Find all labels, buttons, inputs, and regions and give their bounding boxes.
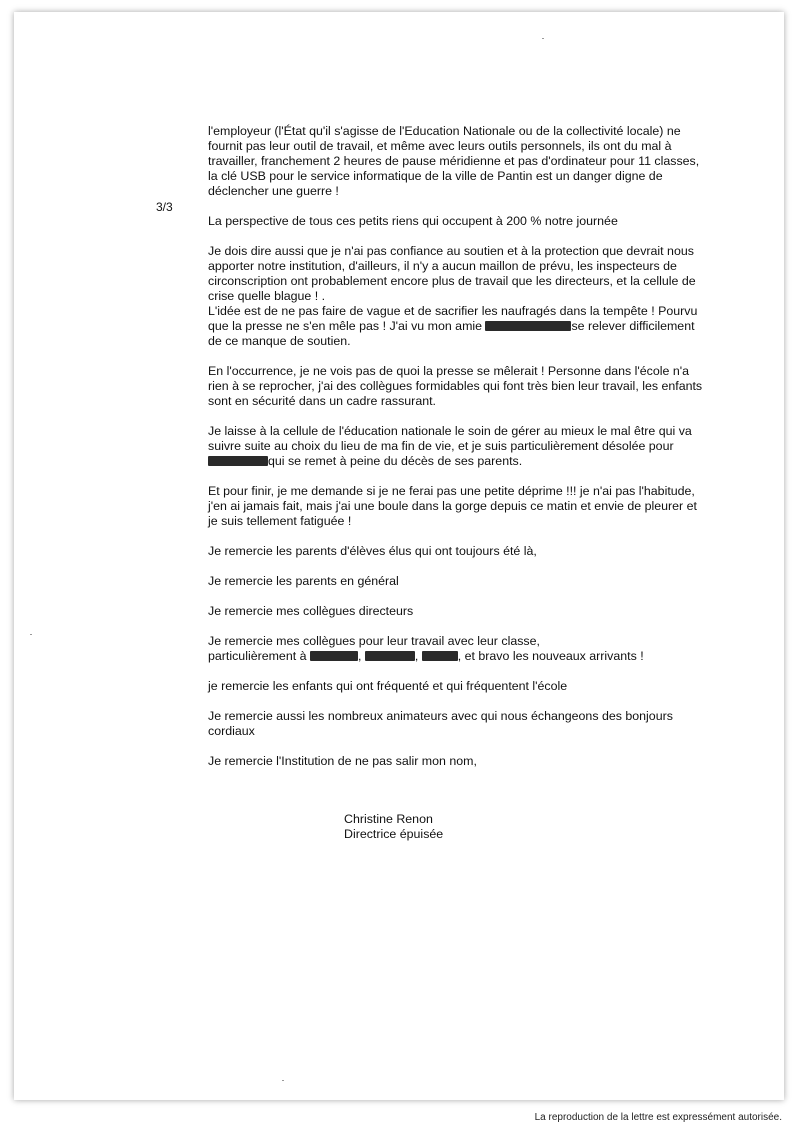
scan-speck bbox=[30, 634, 32, 635]
paragraph bbox=[208, 424, 728, 469]
redacted-name bbox=[485, 321, 571, 331]
scan-speck bbox=[282, 1080, 284, 1081]
paragraph: En l'occurrence, je ne vois pas de quoi la presse se mêlerait ! Personne dans l'école n'a rien à se reprocher, j'ai des collègues formidables qui font très bien leur travail, les enfants sont en sécurité dans un cadre rassurant. bbox=[208, 364, 703, 408]
paragraph: Et pour finir, je me demande si je ne ferai pas une petite déprime !!! je n'ai pas l'habitude, j'en ai jamais fait, mais j'ai une boule dans la gorge depuis ce matin et envie de pleurer et je suis tellement fatiguée ! bbox=[208, 484, 697, 528]
paragraph: Je remercie l'Institution de ne pas salir mon nom, bbox=[208, 754, 477, 768]
paragraph: Je dois dire aussi que je n'ai pas confiance au soutien et à la protection que devrait nous apporter notre institution, d'ailleurs, il n'y a aucun maillon de prévu, les inspecteurs de circonscription ont probablement encore plus de travail que les directeurs, et la cellule de crise quelle blague ! . bbox=[208, 244, 696, 303]
text-segment: , bbox=[414, 649, 422, 663]
text-segment: L'idée est de ne pas faire de vague et de sacrifier les naufragés dans la tempête ! Pourvu que la presse ne s'en mêle pas ! J'ai vu mon amie bbox=[208, 304, 698, 333]
section-heading: La perspective de tous ces petits riens qui occupent à 200 % notre journée bbox=[208, 214, 618, 228]
text-segment: se relever difficilement de ce manque de soutien. bbox=[208, 319, 695, 348]
signature-title: Directrice épuisée bbox=[344, 827, 444, 841]
paragraph: Je remercie mes collègues directeurs bbox=[208, 604, 414, 618]
paragraph: Je remercie les parents d'élèves élus qui ont toujours été là, bbox=[208, 544, 537, 558]
paragraph: l'employeur (l'État qu'il s'agisse de l'Education Nationale ou de la collectivité locale) ne fournit pas leur outil de travail, et même avec leurs outils personnels, ils ont du mal à travailler, franchement 2 heures de pause méridienne et pas d'ordinateur pour 11 classes, la clé USB pour le service informatique de la ville de Pantin est un danger digne de déclencher une guerre ! bbox=[208, 124, 700, 198]
paragraph: Je remercie les parents en général bbox=[208, 574, 399, 588]
scan-speck bbox=[542, 38, 544, 39]
redacted-name bbox=[208, 456, 268, 466]
paragraph: Je remercie aussi les nombreux animateurs avec qui nous échangeons des bonjours cordiaux bbox=[208, 709, 673, 738]
redacted-name bbox=[310, 651, 358, 661]
redacted-name bbox=[365, 651, 415, 661]
letter-body bbox=[208, 124, 728, 784]
text-segment: , bbox=[357, 649, 365, 663]
text-segment: Je remercie mes collègues pour leur travail avec leur classe, particulièrement à bbox=[208, 634, 540, 663]
reproduction-caption: La reproduction de la lettre est expressément autorisée. bbox=[534, 1112, 782, 1123]
paragraph bbox=[208, 634, 728, 664]
signature-block bbox=[344, 812, 443, 842]
redacted-name bbox=[422, 651, 458, 661]
page-number: 3/3 bbox=[156, 200, 173, 214]
text-segment: , et bravo les nouveaux arrivants ! bbox=[457, 649, 644, 663]
text-segment: qui se remet à peine du décès de ses parents. bbox=[268, 454, 523, 468]
signature-name: Christine Renon bbox=[344, 812, 433, 826]
paragraph: je remercie les enfants qui ont fréquenté et qui fréquentent l'école bbox=[208, 679, 568, 693]
paragraph bbox=[208, 304, 728, 349]
text-segment: Je laisse à la cellule de l'éducation nationale le soin de gérer au mieux le mal être qui va suivre suite au choix du lieu de ma fin de vie, et je suis particulièrement désolée pour bbox=[208, 424, 692, 453]
